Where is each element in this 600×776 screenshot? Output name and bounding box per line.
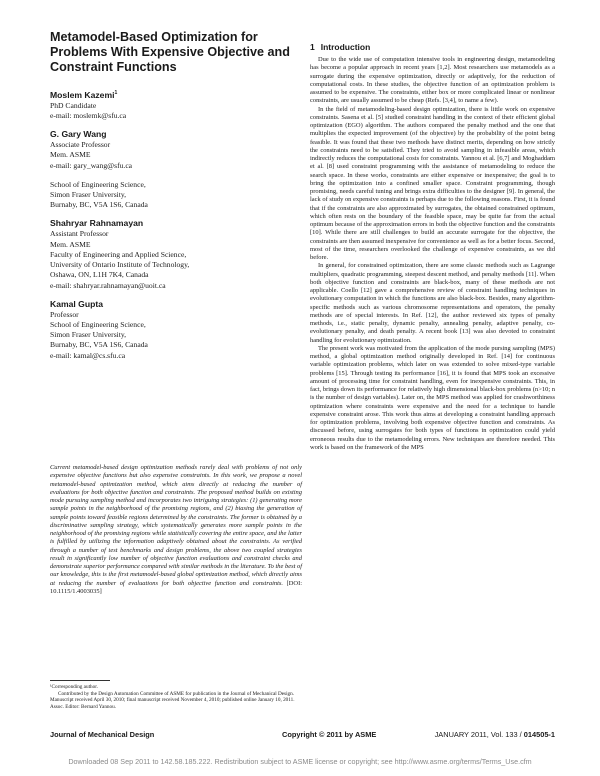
author-block (50, 88, 300, 361)
author-email: e-mail: gary_wang@sfu.ca (50, 160, 133, 170)
author-detail: PhD Candidate (50, 100, 97, 110)
author-detail: Simon Fraser University, (50, 190, 127, 200)
body-paragraph: In the field of metamodeling-based design optimization, there is little work on expensive constraints. Sasena et al. [5] studied constraint handling in the context of their efficient global optimization (EGO) algorithm. The authors compared the penalty method and the one that multiplies the expected improvement (of the objective) by the probability of the point being feasible. It was found that these two methods have distinct merits, depending on how strictly the constraints need to be satisfied. They tried to avoid sampling in infeasible areas, which indirectly reduces the computational costs for constraints. Yannou et al. [6,7] and Moghaddam et al. [8] used constraint programming with the assistance of metamodeling to reduce the search space. In these works, constraints are either expensive or inexpensive; the goal is to bring the optimization into a confined smaller space. Constraint programming, though promising, needs careful tuning and brings extra difficulties to the designer [9]. In general, the lack of study on expensive constraints is perhaps due to the following reasons. First, it is found that if the constraints are also approximated by surrogates, the obtained constrained optimum, which often rests on the boundary of the feasible space, may be quite far from the actual optimum because of the approximation errors in both the objective function and the constraints [10]. While there are still challenges to build an accurate surrogate for the objective, the constraints are then assumed inexpensive for convenience as well as for a better focus. Second, most of the time, researchers overlooked the challenge of expensive constraints, as we did before. (310, 105, 555, 261)
author-detail: University of Ontario Institute of Technology, (50, 260, 190, 270)
author-name: G. Gary Wang (50, 129, 107, 140)
author-detail: Mem. ASME (50, 239, 91, 249)
author-detail: Burnaby, BC, V5A 1S6, Canada (50, 200, 148, 210)
author-detail: Burnaby, BC, V5A 1S6, Canada (50, 340, 148, 350)
issue-date-volume: JANUARY 2011, Vol. 133 / (434, 730, 524, 739)
author-detail: Faculty of Engineering and Applied Science, (50, 249, 187, 259)
author-detail: Assistant Professor (50, 229, 109, 239)
left-column (50, 30, 302, 710)
section-number: 1 (310, 42, 315, 52)
page-footer (50, 730, 555, 742)
body-paragraph: In general, for constrained optimization, there are some classic methods such as Lagrange multipliers, quadratic programming, steepest descent method, and penalty methods [11]. When both objective function and constraints are black-box, many of these methods are not applicable. Coello [12] gave a comprehensive review of constraint handling techniques in evolutionary computation in which the functions are also black-box. Besides, many algorithm-specific methods such as various chromosome representations and operators, the penalty methods are of special interests. In Ref. [12], the author reviewed six types of penalty methods, i.e., static penalty, dynamic penalty, annealing penalty, adaptive penalty, co-evolutionary penalty, and death penalty. A recent book [13] was also devoted to constraint handling for evolutionary optimization. (310, 262, 555, 344)
author-detail: Simon Fraser University, (50, 330, 127, 340)
author-detail: Professor (50, 309, 79, 319)
download-notice: Downloaded 08 Sep 2011 to 142.58.185.222. Redistribution subject to ASME license or copyright; see http://www.asme.org/terms/Terms_Use.cfm (68, 757, 532, 766)
footnote-contributed: Contributed by the Design Automation Committee of ASME for publication in the Journal of Mechanical Design. Manuscript received April 30, 2010; final manuscript received November 4, 2010; published online January 10, 2011. Assoc. Editor: Bernard Yannou. (50, 690, 295, 710)
page-id: 014505-1 (523, 730, 555, 739)
author-entry (50, 299, 300, 361)
author-email: e-mail: shahryar.rahnamayan@uoit.ca (50, 280, 166, 290)
abstract-doi: [DOI: 10.1115/1.4003035] (50, 579, 302, 595)
body-paragraph: The present work was motivated from the application of the mode pursing sampling (MPS) method, a global optimization method originally developed in Ref. [14] for continuous variable optimization problems, which later on was extended to solve mixed-type variable problems [15]. Through testing its performance [16], it is found that MPS took an excessive amount of processing time for constraint handling, even for inexpensive constraints. This, in fact, brings down its performance for relatively high dimensional black-box problems (n>10; n is the number of design variables). Later on, the MPS method was applied for crashworthiness optimization where constraints were expensive and the need for a technique to handle expensive constraint arose. This work thus aims at developing a constraint handling approach for optimization problems, involving both expensive objective function and constraints. As discussed before, using surrogates for both types of functions in optimization could yield erroneous results due to the metamodeling errors. New techniques are therefore needed. This work is based on the framework of the MPS (310, 344, 555, 451)
author-name: Moslem Kazemi$^1$ (50, 89, 118, 100)
abstract-text: Current metamodel-based design optimization methods rarely deal with problems of not only expensive objective functions but also expensive constraints. In this work, we propose a novel metamodel-based optimization method, which aims directly at reducing the number of evaluations for both objective function and constraints. The proposed method builds on existing mode pursuing sampling method and incorporates two intriguing strategies: (1) generating more sample points in the neighborhood of the promising regions, and (2) biasing the generation of sample points toward feasible regions determined by the constraints. The former is obtained by a discriminative sampling strategy, which systematically generates more sample points in the neighborhood of the promising regions while statistically covering the entire space, and the latter is fulfilled by utilizing the information adaptively obtained about the constraints. As verified through a number of test benchmarks and design problems, the above two coupled strategies result in significantly low number of objective function evaluations and constraint checks and demonstrate superior performance compared with similar methods in the literature. To the best of our knowledge, this is the first metamodel-based global optimization method, which directly aims at reducing the number of evaluations for both objective function and constraints. (50, 464, 302, 587)
author-detail (50, 171, 300, 180)
author-detail: Oshawa, ON, L1H 7K4, Canada (50, 270, 149, 280)
body-paragraph: Due to the wide use of computation intensive tools in engineering design, metamodeling has become a popular approach in recent years [1,2]. Most researchers use metamodels as a surrogate during the expensive optimization, directly or adaptively, for the reduction of computational costs. In these studies, the objective function of an optimization problem is assumed to be expensive. The constraints, either box or more complicated linear or nonlinear constraints, are usually assumed to be cheap (Refs. [3,4], to name a few). (310, 56, 555, 105)
copyright-notice: Copyright © 2011 by ASME (282, 730, 377, 739)
author-footnote-mark: 1 (114, 90, 118, 96)
right-column (310, 42, 555, 452)
author-name: Shahryar Rahnamayan (50, 218, 144, 229)
issue-info (435, 730, 555, 739)
paper-title: Metamodel-Based Optimization for Problems With Expensive Objective and Constraint Functions (50, 30, 290, 74)
author-email: e-mail: moslemk@sfu.ca (50, 111, 127, 121)
author-detail: Associate Professor (50, 140, 111, 150)
journal-name: Journal of Mechanical Design (50, 730, 155, 739)
footnote-corresponding: ¹Corresponding author. (50, 684, 98, 690)
footnote-divider (50, 680, 110, 681)
abstract (50, 464, 302, 596)
author-detail: Mem. ASME (50, 150, 91, 160)
author-entry (50, 218, 300, 290)
section-heading (310, 42, 555, 52)
author-email: e-mail: kamal@cs.sfu.ca (50, 350, 126, 360)
author-detail: School of Engineering Science, (50, 179, 146, 189)
author-name: Kamal Gupta (50, 298, 104, 309)
author-detail: School of Engineering Science, (50, 319, 146, 329)
author-entry (50, 88, 300, 121)
section-title: Introduction (320, 42, 371, 52)
author-entry (50, 129, 300, 210)
footnotes (50, 684, 302, 710)
